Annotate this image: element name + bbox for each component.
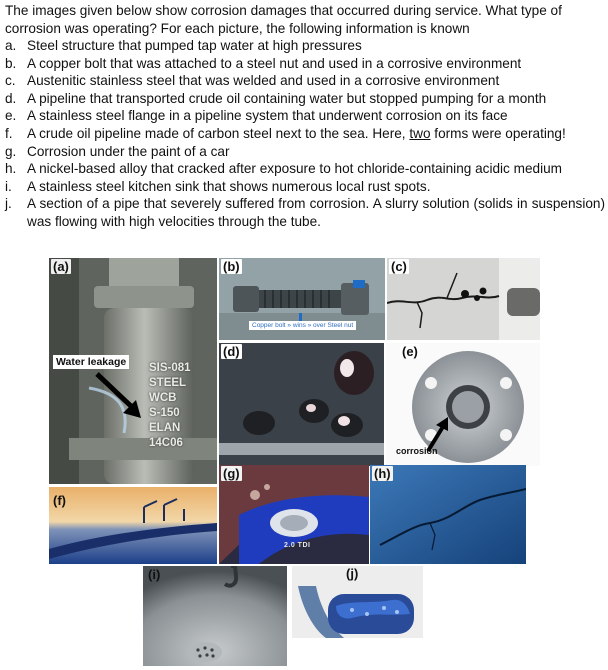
list-item: [5, 195, 605, 230]
model-badge: 2.0 TDI: [284, 542, 311, 549]
bolt-caption: Copper bolt » wins » over Steel nut: [249, 321, 356, 330]
list-item: [5, 107, 605, 125]
item-letter: g.: [5, 143, 17, 159]
item-letter: d.: [5, 90, 17, 106]
water-leakage-label: Water leakage: [53, 355, 129, 369]
list-item: [5, 160, 605, 178]
marking-line: S-150: [149, 407, 180, 419]
list-item: [5, 37, 605, 55]
list-item: [5, 125, 605, 143]
marking-line: WCB: [149, 392, 177, 404]
figure-label: (c): [391, 259, 407, 274]
item-letter: a.: [5, 38, 17, 53]
cracked-alloy-photo: [370, 465, 526, 564]
sea-pipeline-photo: [49, 487, 217, 564]
list-item: [5, 90, 605, 108]
figure-e: [386, 343, 540, 466]
item-letter: j.: [5, 196, 12, 212]
item-letter: h.: [5, 161, 17, 177]
figure-label: (e): [402, 344, 418, 359]
item-text: A nickel-based alloy that cracked after exposure to hot chloride-containing acidic medium: [27, 161, 562, 177]
info-list: [5, 37, 605, 231]
figure-label: (a): [53, 259, 69, 274]
valve-markings: [149, 361, 191, 451]
figure-label: (b): [223, 259, 240, 274]
figure-a: [49, 258, 217, 484]
list-item: [5, 72, 605, 90]
figure-f: [49, 487, 217, 564]
figure-g: [219, 465, 369, 564]
question-intro: The images given below show corrosion damages that occurred during service. What type of corrosion was operating? For each picture, the following information is known: [5, 3, 562, 36]
item-text: A section of a pipe that severely suffered from corrosion. A slurry solution (solids in suspension) was flowing with high velocities through the tube.: [27, 196, 605, 229]
item-letter: i.: [5, 178, 12, 194]
marking-line: ELAN: [149, 422, 181, 434]
figure-label: (h): [374, 466, 391, 481]
figure-label: (g): [223, 466, 240, 481]
figure-i: [143, 566, 287, 666]
marking-line: STEEL: [149, 377, 187, 389]
item-text-part: A crude oil pipeline made of carbon steel next to the sea. Here,: [27, 125, 410, 141]
underlined-word: two: [409, 125, 431, 141]
crack-micrograph: [387, 258, 540, 340]
figure-h: [370, 465, 526, 564]
item-letter: f.: [5, 125, 13, 141]
marking-line: 14C06: [149, 437, 183, 449]
item-text: Corrosion under the paint of a car: [27, 143, 230, 159]
leak-arrow-icon: [91, 368, 151, 428]
item-letter: e.: [5, 108, 17, 124]
item-text: [27, 125, 605, 143]
figure-d: [219, 343, 384, 466]
figure-label: (i): [148, 567, 161, 582]
figure-label: (j): [346, 566, 359, 581]
item-text: Austenitic stainless steel that was welded and used in a corrosive environment: [27, 73, 500, 89]
figure-label: (f): [53, 493, 66, 508]
figure-c: [387, 258, 540, 340]
figure-label: (d): [223, 344, 240, 359]
item-text: A stainless steel kitchen sink that shows numerous local rust spots.: [27, 178, 431, 194]
marking-line: SIS-081: [149, 362, 191, 374]
item-text: A pipeline that transported crude oil containing water but stopped pumping for a month: [27, 90, 547, 106]
pitting-photo: [219, 343, 384, 466]
figure-j: [292, 566, 423, 638]
item-text: A copper bolt that was attached to a steel nut and used in a corrosive environment: [27, 55, 522, 71]
item-text: Steel structure that pumped tap water at high pressures: [27, 38, 362, 53]
item-letter: b.: [5, 55, 17, 71]
list-item: [5, 143, 605, 161]
item-text-part: forms were operating!: [430, 125, 566, 141]
figure-b: [219, 258, 385, 340]
list-item: [5, 178, 605, 196]
corrosion-label: corrosion: [396, 446, 438, 456]
sink-photo: [143, 566, 287, 666]
list-item: [5, 55, 605, 73]
item-text: A stainless steel flange in a pipeline system that underwent corrosion on its face: [27, 108, 508, 124]
item-letter: c.: [5, 73, 16, 89]
